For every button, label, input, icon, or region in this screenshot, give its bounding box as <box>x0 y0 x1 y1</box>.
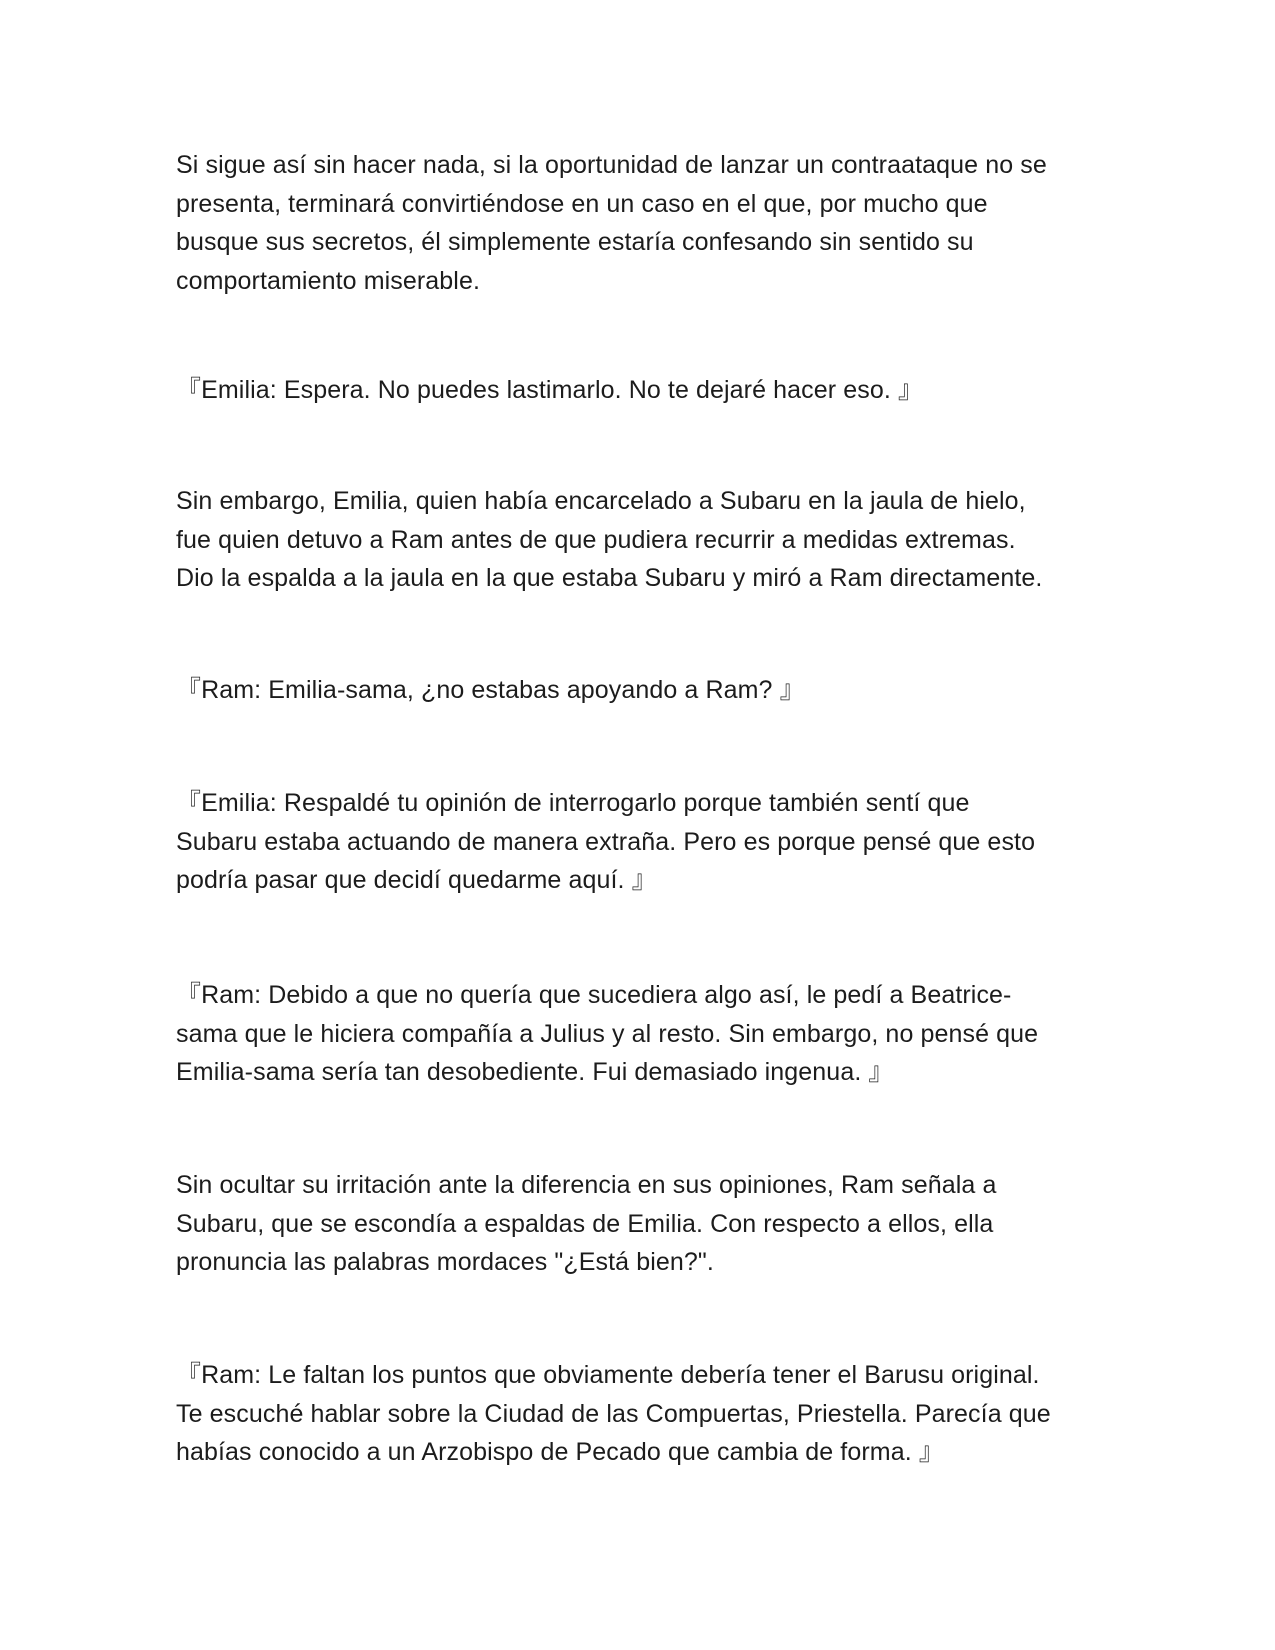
narration-paragraph: Si sigue así sin hacer nada, si la oportunidad de lanzar un contraataque no se presenta, terminará convirtiéndose en un caso en el que, por mucho que busque sus secretos, él simplemente estaría confesando sin sentido su comportamiento miserable. <box>176 151 1047 295</box>
dialogue-ram: 『Ram: Debido a que no quería que sucediera algo así, le pedí a Beatrice- sama que le hiciera compañía a Julius y al resto. Sin embargo, no pensé que Emilia-sama sería tan desobediente. Fui demasiado ingenua. 』 <box>176 981 1039 1086</box>
narration-paragraph: Sin ocultar su irritación ante la diferencia en sus opiniones, Ram señala a Subaru, que se escondía a espaldas de Emilia. Con respecto a ellos, ella pronuncia las palabras mordaces "¿Está bien?". <box>176 1171 997 1276</box>
dialogue-ram: 『Ram: Emilia-sama, ¿no estabas apoyando a Ram? 』 <box>176 676 805 704</box>
dialogue-ram: 『Ram: Le faltan los puntos que obviamente debería tener el Barusu original. Te escuché hablar sobre la Ciudad de las Compuertas, Priestella. Parecía que habías conocido a un Arzobispo de Pecado que cambia de forma. 』 <box>176 1361 1051 1466</box>
narration-paragraph: Sin embargo, Emilia, quien había encarcelado a Subaru en la jaula de hielo, fue quien detuvo a Ram antes de que pudiera recurrir a medidas extremas. Dio la espalda a la jaula en la que estaba Subaru y miró a Ram directamente. <box>176 487 1043 592</box>
dialogue-emilia: 『Emilia: Espera. No puedes lastimarlo. No te dejaré hacer eso. 』 <box>176 376 924 404</box>
dialogue-emilia: 『Emilia: Respaldé tu opinión de interrogarlo porque también sentí que Subaru estaba actuando de manera extraña. Pero es porque pensé que esto podría pasar que decidí quedarme aquí. 』 <box>176 789 1036 894</box>
